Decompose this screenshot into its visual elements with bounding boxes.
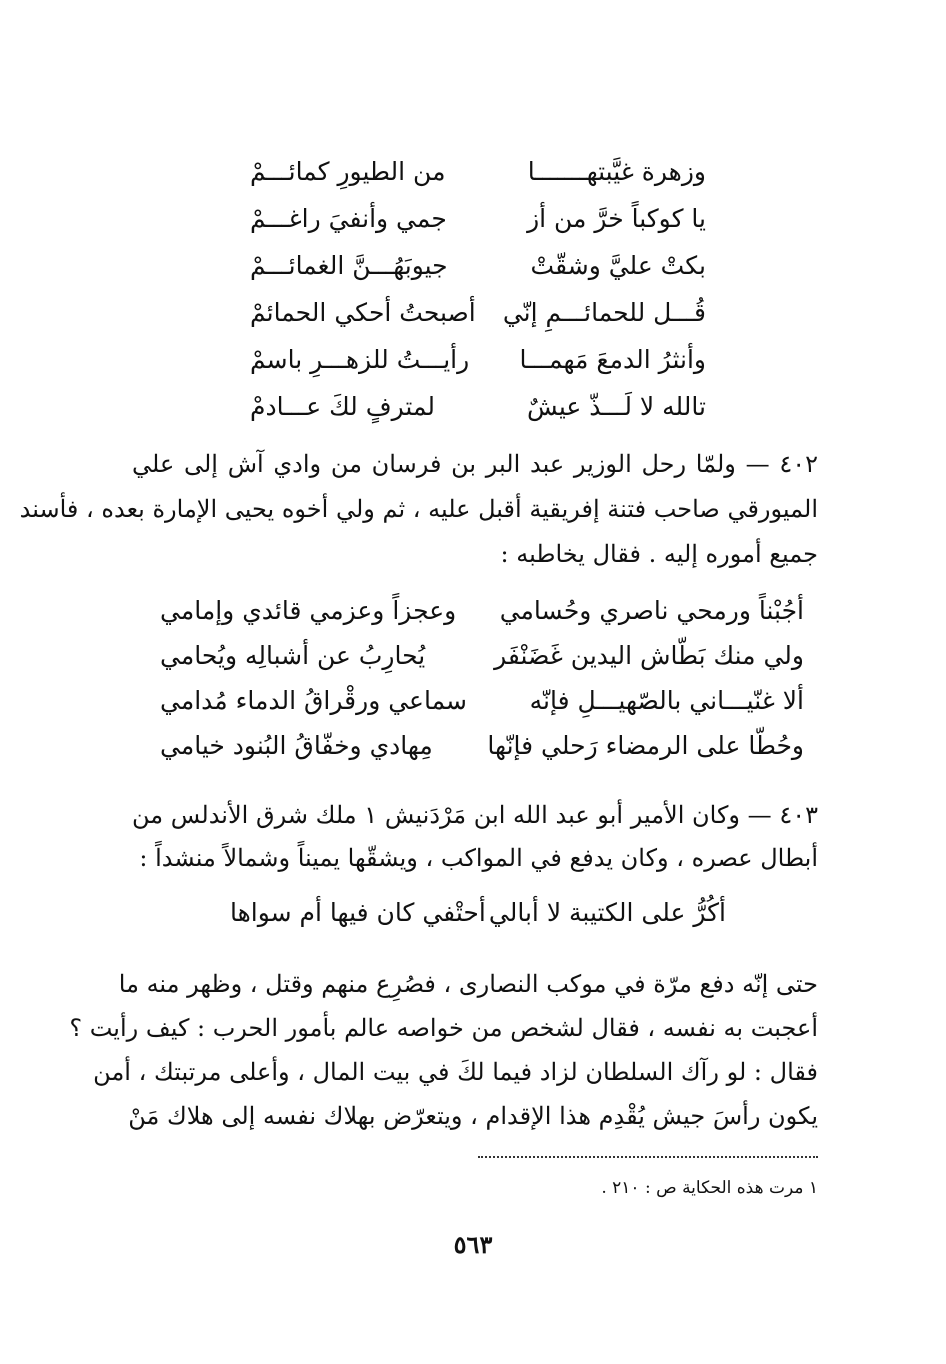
verse-second-hemistich: يُحارِبُ عن أشبالِه ويُحامي xyxy=(160,641,426,670)
poem-block-3 xyxy=(230,888,726,938)
verse-first-hemistich: قُـــل للحمائـــمِ إنّي xyxy=(502,298,706,327)
verse xyxy=(230,888,726,938)
paragraph-line: ٤٠٣ — وكان الأمير أبو عبد الله ابن مَرْدَنيش ١ ملك شرق الأندلس من xyxy=(132,801,818,829)
verse xyxy=(160,678,804,723)
verse-first-hemistich: وزهرة غيَّبتهـــــــا xyxy=(527,157,706,186)
verse-second-hemistich: رأيـــتُ للزهـــرِ باسمْ xyxy=(250,345,470,374)
paragraph-line: جميع أموره إليه . فقال يخاطبه : xyxy=(500,540,818,568)
paragraph-continuation xyxy=(69,962,818,1138)
footnote-divider xyxy=(478,1156,818,1158)
paragraph-line: أعجبت به نفسه ، فقال لشخص من خواصه عالم بأمور الحرب : كيف رأيت ؟ xyxy=(69,1014,818,1042)
paragraph-402 xyxy=(19,442,818,577)
paragraph-line: فقال : لو رآك السلطان لزاد فيما لكَ في بيت المال ، وأعلى مرتبتك ، أمن xyxy=(93,1058,818,1086)
verse-second-hemistich: لمترفٍ لكَ عـــادمْ xyxy=(250,392,436,421)
verse xyxy=(250,383,706,430)
verse-first-hemistich: وحُطّا على الرمضاء رَحلي فإنّها xyxy=(487,731,804,760)
verse-second-hemistich: وعجزاً وعزمي قائدي وإمامي xyxy=(160,596,457,625)
verse xyxy=(160,633,804,678)
verse-first-hemistich: أكُرُّ على الكتيبة لا أبالي xyxy=(488,898,726,927)
verse xyxy=(250,242,706,289)
paragraph-line: حتى إنّه دفع مرّة في موكب النصارى ، فصُرِع منهم وقتل ، وظهر منه ما xyxy=(118,970,818,998)
verse xyxy=(160,723,804,768)
poem-block-2 xyxy=(160,588,804,768)
verse xyxy=(250,289,706,336)
paragraph-line: الميورقي صاحب فتنة إفريقية أقبل عليه ، ثم ولي أخوه يحيى الإمارة بعده ، فأسند xyxy=(19,495,818,523)
verse xyxy=(160,588,804,633)
paragraph-line: ٤٠٢ — ولمّا رحل الوزير عبد البر بن فرسان من وادي آش إلى علي xyxy=(132,450,818,478)
verse-second-hemistich: مِهادي وخفّاقُ البُنود خيامي xyxy=(160,731,433,760)
poem-block-1 xyxy=(250,148,706,430)
page-number: ٥٦٣ xyxy=(453,1230,493,1259)
footnote: ١ مرت هذه الحكاية ص : ٢١٠ . xyxy=(601,1178,818,1198)
verse-second-hemistich: جمي وأنفيَ راغـــمْ xyxy=(250,204,447,233)
verse xyxy=(250,195,706,242)
verse-second-hemistich: جيوبَهُـــنَّ الغمائـــمْ xyxy=(250,251,448,280)
verse xyxy=(250,148,706,195)
verse-first-hemistich: ولي منك بَطّاش اليدين غَضَنْفَر xyxy=(494,641,804,670)
verse-second-hemistich: سماعي ورقْراقُ الدماء مُدامي xyxy=(160,686,467,715)
paragraph-403 xyxy=(132,794,818,880)
verse-first-hemistich: تالله لا لَـــذّ عيشٌ xyxy=(526,392,706,421)
verse-first-hemistich: بكتْ عليَّ وشقّتْ xyxy=(530,251,706,280)
verse-first-hemistich: ألا غنّيـــاني بالصّهيـــلِ فإنّه xyxy=(529,686,804,715)
verse-second-hemistich: أحتْفي كان فيها أم سواها xyxy=(230,898,486,927)
verse xyxy=(250,336,706,383)
verse-first-hemistich: يا كوكباً خرَّ من أز xyxy=(527,204,706,233)
verse-first-hemistich: وأنثرُ الدمعَ مَهمـــا xyxy=(519,345,706,374)
paragraph-line: أبطال عصره ، وكان يدفع في المواكب ، ويشقّها يميناً وشمالاً منشداً : xyxy=(139,844,818,872)
verse-first-hemistich: أجُبْناً ورمحي ناصري وحُسامي xyxy=(499,596,804,625)
verse-second-hemistich: أصبحتُ أحكي الحمائمْ xyxy=(250,298,476,327)
verse-second-hemistich: من الطيورِ كمائـــمْ xyxy=(250,157,446,186)
paragraph-line: يكون رأسَ جيش يُقْدِم هذا الإقدام ، ويتعرّض بهلاك نفسه إلى هلاك مَنْ xyxy=(128,1102,818,1130)
